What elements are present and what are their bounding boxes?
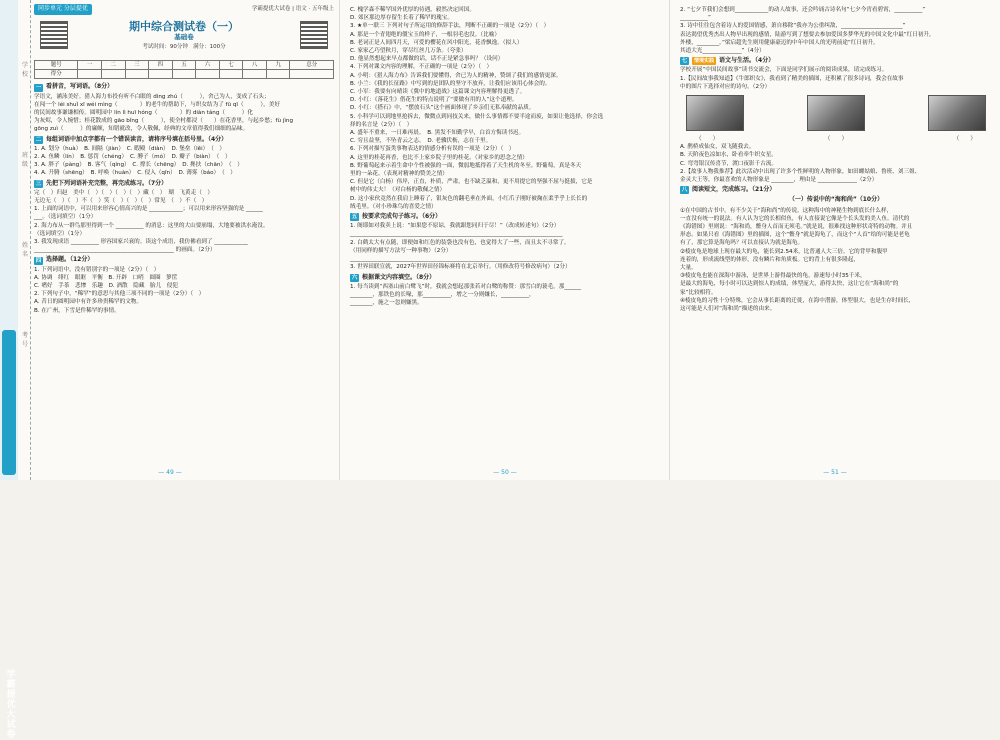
text-line: ___。（选词填空）（1分） bbox=[34, 214, 97, 221]
text-line: A. 盛年不重来，一日难再晨。 B. 黑发不知勤学早，白首方悔读书迟。 bbox=[350, 130, 525, 137]
binding-mark: 考号 bbox=[21, 332, 28, 348]
section-heading bbox=[34, 180, 334, 188]
text-line: 2. “七夕节我们会想到____________的动人故事，还会吟诵古诗名句“七夕今宵看碧霄，__________” bbox=[680, 7, 926, 13]
score-entry-cell[interactable] bbox=[243, 70, 267, 79]
text-line: D. 小红：《落花生》借花生的特点说明了“要做有用的人”这个道理。 bbox=[350, 97, 518, 104]
answer-bracket: （ ） bbox=[953, 136, 976, 143]
exam-banner bbox=[34, 17, 334, 57]
text-line: 的民间故事谦谦相传。圆明园中 lín lì huī hóng（ ）的 diàn táng（ ）化 bbox=[34, 110, 253, 117]
score-row-label: 得分 bbox=[35, 70, 78, 79]
score-header-cell: 四 bbox=[149, 61, 173, 70]
score-header-cell: 题号 bbox=[35, 61, 78, 70]
text-line: 1.【民间故事我知道】《牛郎织女》，我看到了精美的插图，还积累了很多诗词，我会在故事 bbox=[680, 75, 904, 82]
text-line: C. 嗜好 手茶 悲惨 乐趣 D. 酒散 隐藏 胎儿 侵犯 bbox=[34, 283, 178, 290]
score-entry-cell[interactable] bbox=[172, 70, 196, 79]
section-title: 选择题。（12分） bbox=[46, 256, 94, 264]
section-heading bbox=[34, 256, 334, 264]
text-line: 表达渴望优秀杰出人物早出现的感情，陆游写到了想要去参加爱国多梦华光的中国文化中最“红日初升， bbox=[680, 31, 935, 38]
binding-mark: 姓名 bbox=[21, 242, 28, 258]
text-line: ________，施之一忽则嫌黑。 bbox=[350, 300, 423, 307]
text-line: ①在中国的古书中，有不少关于“海和尚”的传说。这种海中的神秘生物到底长什么样， bbox=[680, 207, 893, 214]
text-line: ________，那铁色的长喙，那__________，增之一分则嫌长，__________， bbox=[350, 291, 535, 298]
score-header-cell: 三 bbox=[125, 61, 149, 70]
text-line: 金灵大王等，你最喜欢的人物形象是 ________，理由是 ______________（2分） bbox=[680, 177, 878, 184]
section-title: 根据课文内容填空。（8分） bbox=[362, 273, 436, 281]
score-header-cell: 六 bbox=[196, 61, 220, 70]
text-line: 3. 我发现成语 __________ 形容国家兴衰的。读这个成语，我仿佛看到了 ____________ bbox=[34, 239, 248, 246]
text-line: ____________________________________________________________________________ bbox=[350, 256, 563, 263]
text-line: 1. 下列词语中，没有错别字的一项是（2分）（ ） bbox=[34, 266, 160, 273]
score-entry-cell[interactable] bbox=[101, 70, 125, 79]
text-line: D. 郊区那边厚存留生长着了稀罕的瑰宝。 bbox=[350, 15, 453, 22]
text-line: A. 协调 绯红 眼眶 平衡 B. 开辟 口哨 圆圈 箩筐 bbox=[34, 274, 178, 281]
text-line: ③棱皮龟也能在深海中游泳，是世界上游得最快的龟，游速每小时35千米， bbox=[680, 273, 866, 280]
section-title: 每组词语中加点字都有一个错误读音，请将序号填在括号里。（4分） bbox=[46, 135, 228, 143]
text-line: 其道大光______________”（4分） bbox=[680, 48, 765, 55]
score-entry-cell[interactable] bbox=[196, 70, 220, 79]
text-line: 5. 小科学可以到地里抢拆去，微微点到同技关来，做什么事情都不要半途而废，如果让他选择，你会选 bbox=[350, 113, 604, 120]
illustration-image bbox=[807, 95, 865, 131]
text-line: 有了，那它算是海龟吗？可以直接认为就是海龟。 bbox=[680, 240, 804, 247]
text-line: 树中的伟丈夫！（对白杨的敬佩之情） bbox=[350, 187, 446, 194]
illustration-row bbox=[686, 95, 986, 131]
illustration-image bbox=[686, 95, 744, 131]
score-header-cell: 一 bbox=[78, 61, 102, 70]
text-line: A. 小明：《猎人海力布》告诉我们要懂得，舍已为人的精神，赞颂了我们的感情更深。 bbox=[350, 72, 562, 79]
exam-subtitle: 基础卷 bbox=[174, 32, 194, 41]
section-number: 四 bbox=[35, 257, 42, 264]
score-header-cell: 七 bbox=[219, 61, 243, 70]
text-line: A. 昔日的圆明园中有许多珍贵稀罕的文物。 bbox=[34, 299, 142, 306]
section-badge: 情境实践 bbox=[694, 58, 715, 65]
exam-meta bbox=[142, 43, 225, 51]
text-line: 3. A. 胖子（pàng） B. 客气（qíng） C. 撑长（chēng） D. 搀扶（chān） （ ） bbox=[34, 162, 243, 169]
page-right-body bbox=[680, 6, 992, 313]
text-line: C. 槐学森不稀罕国外优厚的待遇，毅然决定回国。 bbox=[350, 7, 475, 13]
score-table bbox=[34, 60, 334, 79]
section-title: 看拼音，写词语。（8分） bbox=[46, 83, 114, 91]
text-line: 这可能是人们对“海和尚”描述的由来。 bbox=[680, 306, 776, 313]
page-right bbox=[670, 0, 1000, 480]
header-tag: 同步单元 分层提优 bbox=[34, 4, 92, 14]
score-entry-cell[interactable] bbox=[266, 70, 290, 79]
side-strip bbox=[0, 0, 18, 740]
section-title: 阅读短文，完成练习。（21分） bbox=[692, 186, 776, 194]
page-number: — 50 — bbox=[493, 469, 517, 476]
section-number: 八 bbox=[681, 187, 688, 194]
score-entry-cell[interactable] bbox=[219, 70, 243, 79]
binding-mark: 班级 bbox=[21, 152, 28, 168]
score-entry-cell[interactable] bbox=[149, 70, 173, 79]
text-line: 《海错图》里则说：“海和尚，鳖身人首而无须毛。”就是说，很难找这种形状奇特的动物。并且 bbox=[680, 224, 913, 231]
page-number-value: 51 bbox=[831, 469, 839, 476]
section-number: 一 bbox=[35, 84, 42, 91]
text-line: 1. A. 划分（huà） B. 间隔（jiàn） C. 暇殿（diàn） D. 堡垒（lěi） （ ） bbox=[34, 145, 226, 152]
reading-title: （一）传说中的“海和尚”（10分） bbox=[788, 196, 884, 204]
text-line: 1. 阁耶如对我卖上说：“如果您不原谅，我就跟您同归于尽！”（改成转述句）（2分） bbox=[350, 223, 560, 230]
text-line: 连着的，形成流线型的体形，没有鳞片和角质板。它的背上有很多隆起， bbox=[680, 256, 860, 263]
text-line: ②棱皮龟是地球上现存最大的龟，能长到2.54米，比普通人大三倍。它的背甲和腹甲 bbox=[680, 248, 888, 255]
page-number-value: 50 bbox=[501, 469, 509, 476]
text-line: B. 野葡萄起来示着生命中个性被强的一面，微弱地抵得着了天生机的冬至。野葡萄，真是冬天 bbox=[350, 162, 582, 169]
score-header-cell: 五 bbox=[172, 61, 196, 70]
text-line: 无边无（ ）（ ）不（ ）笑（ ）（ ）（ ）常见 （ ）不（ ） bbox=[34, 198, 208, 205]
section-number: 六 bbox=[351, 274, 358, 281]
score-entry-row bbox=[35, 70, 334, 79]
side-label: 学霸提优大试卷 bbox=[6, 670, 16, 740]
section-number: 二 bbox=[35, 136, 42, 143]
text-line: 里的一朵花。（表现对精神的赞美之情） bbox=[350, 171, 448, 178]
header-series: 学霸提优大试卷 | 语文 · 五年级上 bbox=[251, 6, 334, 13]
text-line: ____________________________________________________________________________ bbox=[350, 231, 563, 238]
text-line: D. 小红：《搭石》中，“摆放石头”这个画面体现了乡亲们无私奉献的品质。 bbox=[350, 105, 535, 112]
page-number: — 49 — bbox=[158, 469, 182, 476]
text-line: 形态。如果只看《海错图》里的插图，这个“鳖身”就是海龟了，而这个“人首”给的可能是老龟 bbox=[680, 232, 910, 239]
text-line: __________________________________________________ 的画面。（2分） bbox=[34, 247, 216, 254]
text-line: C. 穷且益坚，不坠青云之志。 D. 老骥伏枥，志在千里。 bbox=[350, 138, 492, 145]
section-number: 七 bbox=[681, 58, 688, 65]
text-line: 2. A. 鱼鳞（lín） B. 惩罚（chéng） C. 膊子（mó） D. 瓣子（biàn） （ ） bbox=[34, 154, 231, 161]
text-line: 1. 每当读到“西塞山前白鹭飞”时，我就会想起那张若对白鹭的称赞：那雪白的蓑毛，那______ bbox=[350, 283, 582, 290]
section-heading bbox=[680, 186, 992, 194]
illustration-answers bbox=[696, 135, 976, 143]
text-line: （选词填空）（1分） bbox=[34, 230, 86, 237]
section-title: 语文与生活。（4分） bbox=[719, 57, 775, 65]
text-line: 3. 世界田联宣就，2027年世界田径锦标赛将在北京举行。（用修改符号修改病句）（2分） bbox=[350, 264, 571, 271]
text-line: 6. 下列对描写蛋类事物表达的情感分析有误的一项是（2分）（ ） bbox=[350, 146, 515, 153]
qr-code-icon bbox=[300, 21, 328, 49]
qr-code-icon bbox=[40, 21, 68, 49]
page-header bbox=[34, 4, 334, 15]
page-number-value: 49 bbox=[166, 469, 174, 476]
text-line: 在闯一个 léi shuǐ xī wéi mìng（ ）的老牛的帮助下，与织女结为了 fū qī（ ），美好 bbox=[34, 101, 280, 108]
text-line: B. 天阶夜色凉如水，卧看牵牛织女星。 bbox=[680, 152, 777, 159]
text-line: C. 但是它（白杨）伟岸，正直，朴质，严肃，也不缺乏温和，更不用提它的坚强不屈与挺拔，它是 bbox=[350, 179, 593, 186]
text-line: B. 老词正是人间四月天，可爱的樱花在风中阳光，花香飘逸。（拟人） bbox=[350, 39, 523, 46]
text-line: 中的图片下选择对应的诗句。（2分） bbox=[680, 83, 771, 90]
score-header-row bbox=[35, 61, 334, 70]
text-line: 外楼，________。”梁启超先生则用健康豪迈的中年中国人的光明前途“红日初升， bbox=[680, 39, 879, 46]
text-line: D. 这小家伙竟然在我肩上睡着了，银灰色的翻毛垂在外面，小红爪子刚好被掬在柔乎乎上长长的 bbox=[350, 195, 588, 202]
text-line: A. 那是一个青翅绝的僵宝玉的样子，一根羽毛也没。（比喻） bbox=[350, 31, 500, 38]
text-line: C. 弯弯银汉传喜节，渡口夜影千古流。 bbox=[680, 160, 777, 167]
text-line: ④棱皮龟的习性十分特殊，它会从事长距离的迁徙，在海中潜游，体型很大，也是生存时间长， bbox=[680, 297, 915, 304]
text-line: 2. 海力布从一群鸟那里得到一个 __________ 的消息：这里的大山要崩塌，大地要被洪水淹没。 bbox=[34, 222, 269, 229]
section-heading bbox=[680, 57, 992, 65]
page-left-content bbox=[34, 4, 334, 315]
text-line: 大量。 bbox=[680, 265, 697, 272]
score-header-cell: 二 bbox=[101, 61, 125, 70]
exam-title: 期中综合测试卷（一） bbox=[129, 19, 239, 33]
score-entry-cell[interactable] bbox=[125, 70, 149, 79]
text-line: 家”比较相符。 bbox=[680, 289, 717, 296]
text-line: C. 家家乙巧望秋月，穿尽红丝几万条。（夸张） bbox=[350, 48, 467, 55]
section-title: 先把下列词语补充完整，再完成练习。（7分） bbox=[46, 179, 168, 187]
section-heading bbox=[350, 274, 662, 282]
text-line: gōng zuì（ ）的廉颇，知错就改，令人敬佩，经典的文章值得我们细细的品味。 bbox=[34, 126, 249, 133]
side-band bbox=[2, 330, 16, 740]
binding-mark: 学校 bbox=[21, 62, 28, 78]
illustration-image bbox=[928, 95, 986, 131]
score-entry-cell[interactable] bbox=[78, 70, 102, 79]
exam-full-score: 满分：100分 bbox=[193, 44, 226, 51]
page-middle bbox=[340, 0, 670, 480]
section-number: 五 bbox=[351, 214, 358, 221]
text-line: 2. 下列句子中，“稀罕”的意思与其他三项不同的一项是（2分）（ ） bbox=[34, 291, 205, 298]
score-header-cell: 九 bbox=[266, 61, 290, 70]
text-line: 一直没有统一的说法。有人认为它的长相似鱼，有人直接说它像是个长头发的美人鱼。清代的 bbox=[680, 215, 910, 222]
score-entry-cell[interactable] bbox=[290, 70, 334, 79]
text-line: 学语文，涵泳美好。猎人海力布投有听不白眼的 dìng zhú（ ），舍己为人，变成了石头； bbox=[34, 93, 270, 100]
text-line: 学校开展“中国民间故事”读书交流会，下面是同学们展示的阅读成果，请完成练习。 bbox=[680, 67, 888, 74]
text-line: 4. A. 升腾（shēng） B. 呼唤（huàn） C. 侵入（qīn） D. 薄雾（báo） （ ） bbox=[34, 170, 236, 177]
text-line: A. 鹊桥成仙女，双飞随我去。 bbox=[680, 144, 755, 151]
section-heading bbox=[34, 136, 334, 144]
section-title: 按要求完成句子练习。（6分） bbox=[362, 213, 442, 221]
score-header-cell: 八 bbox=[243, 61, 267, 70]
text-line: 是最大的海龟，每小时可以达到惊人的成绩，体型庞大，游得太快，这让它在“海和尚”的 bbox=[680, 281, 899, 288]
text-line: __________” bbox=[680, 15, 711, 22]
text-line: 为灰烬，令人惋惜；桂花散成的 gāo bǐng（ ），使全村都浸（ ）在花香里，与起乡愁；fù jìng bbox=[34, 118, 294, 125]
text-line: 4. 下列对课文内容的理解，不正确的一项是（2分）（ ） bbox=[350, 64, 493, 71]
page-left bbox=[0, 0, 340, 740]
text-line: D. 他显然想起来早点都做的话，话不正是紧急事吗？（设问） bbox=[350, 56, 504, 63]
page-left-body bbox=[34, 83, 334, 314]
text-line: C. 小军：我要有向晴读《冀中的地道战》这篇课文内容理解得更透了。 bbox=[350, 89, 526, 96]
text-line: B. 在广州，下雪是件稀罕的事情。 bbox=[34, 307, 120, 314]
text-line: 3. ★单一联三 下列对句子所运用的修辞手法，判断不正确的一项是（2分）（ ） bbox=[350, 23, 550, 30]
exam-time: 考试时间：90分钟 bbox=[142, 44, 188, 51]
text-line: A. 这里的桂花再香，也比不上家乡院子里的桂花。（对家乡的思念之情） bbox=[350, 154, 528, 161]
text-line: 2.【故事人物我推荐】此次活动中出现了许多个性鲜明的人物形象，如田螺姑娘、鲁班、刘三姐、 bbox=[680, 168, 921, 175]
answer-bracket: （ ） bbox=[696, 136, 719, 143]
page-middle-body bbox=[350, 6, 662, 307]
section-number: 三 bbox=[35, 180, 42, 187]
page-number: — 51 — bbox=[823, 469, 847, 476]
text-line: 3. 诗中往往包含着诗人的爱国情感，萧自移除“我亦为公重纠敌，______________________” bbox=[680, 23, 906, 30]
text-line: 完（ ）归赵 美中（ ）（ ）（ ）（ ）藏（ ） 瑚 飞黄走（ ） bbox=[34, 189, 213, 196]
text-line: B. 小兰：《我的长征路》中写到的是团队的坚守不放弃，让我们应该用心体会的。 bbox=[350, 80, 551, 87]
score-header-cell: 总分 bbox=[290, 61, 334, 70]
answer-bracket: （ ） bbox=[824, 136, 848, 143]
text-line: 绒毛里。（对小珍珠鸟的喜爱之情） bbox=[350, 203, 437, 210]
text-line: 1. 上面的词语中，可以用来形容心情高兴的是 ____________；可以用来形容坚强的是 ______ bbox=[34, 206, 263, 213]
text-line: （用同样的描写方法写一种事物）（2分） bbox=[350, 247, 452, 254]
section-heading bbox=[34, 83, 334, 91]
text-line: 择的名言是（2分）（ ） bbox=[350, 121, 413, 128]
section-heading bbox=[350, 213, 662, 221]
text-line: 2. 白鹤太大有点随，即便如和红色的装袋也没有色，也觉得大了一些，而且太不寻常了。 bbox=[350, 239, 570, 246]
binding-line bbox=[22, 0, 31, 480]
